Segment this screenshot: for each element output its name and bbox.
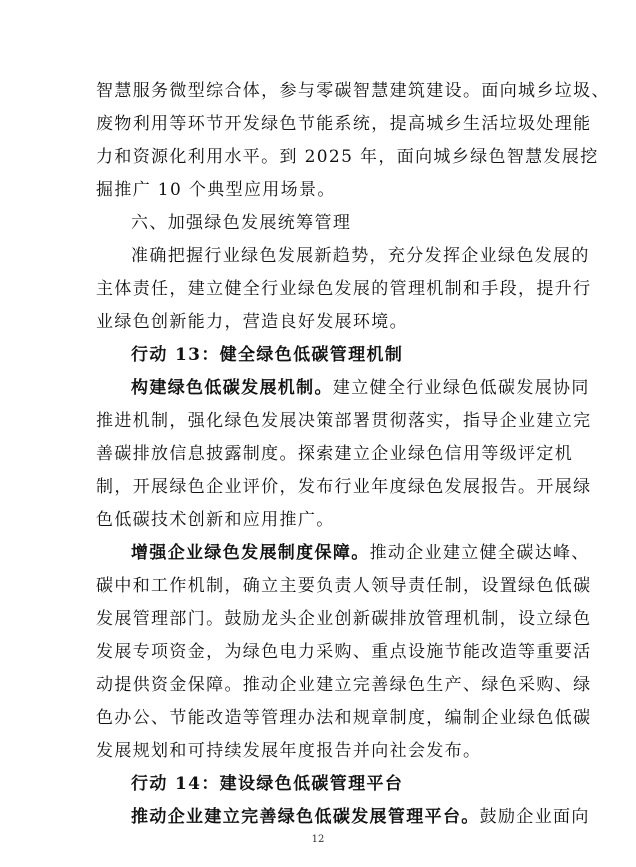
paragraph-line: 色办公、节能改造等管理办法和规章制度，编制企业绿色低碳	[96, 708, 592, 728]
paragraph-line: 善碳排放信息披露制度。探索建立企业绿色信用等级评定机	[96, 444, 574, 464]
paragraph-line: 碳中和工作机制，确立主要负责人领导责任制，设置绿色低碳	[96, 576, 592, 596]
paragraph-line: 废物利用等环节开发绿色节能系统，提高城乡生活垃圾处理能	[96, 114, 592, 134]
paragraph-line	[131, 806, 590, 828]
paragraph-line: 发展专项资金，为绿色电力采购、重点设施节能改造等重要活	[96, 642, 592, 662]
paragraph-line	[131, 377, 590, 399]
paragraph-line: 发展规划和可持续发展年度报告并向社会发布。	[96, 741, 482, 761]
paragraph-line: 制，开展绿色企业评价，发布行业年度绿色发展报告。开展绿	[96, 477, 592, 497]
action-13-heading: 行动 13：健全绿色低碳管理机制	[131, 345, 404, 365]
paragraph-line: 准确把握行业绿色发展新趋势，充分发挥企业绿色发展的	[131, 246, 590, 266]
item-lead: 增强企业绿色发展制度保障。	[131, 543, 370, 563]
action-14-heading: 行动 14：建设绿色低碳管理平台	[131, 774, 404, 794]
paragraph-line: 色低碳技术创新和应用推广。	[96, 510, 335, 530]
paragraph-line: 发展管理部门。鼓励龙头企业创新碳排放管理机制，设立绿色	[96, 609, 592, 629]
paragraph-line: 力和资源化利用水平。到 2025 年，面向城乡绿色智慧发展挖	[96, 147, 599, 167]
paragraph-line	[131, 542, 590, 564]
item-lead: 构建绿色低碳发展机制。	[131, 378, 333, 398]
item-lead: 推动企业建立完善绿色低碳发展管理平台。	[131, 807, 480, 827]
section-heading: 六、加强绿色发展统筹管理	[131, 213, 352, 233]
paragraph-line: 智慧服务微型综合体，参与零碳智慧建筑建设。面向城乡垃圾、	[96, 81, 610, 101]
paragraph-line: 推进机制，强化绿色发展决策部署贯彻落实，指导企业建立完	[96, 411, 592, 431]
paragraph-line: 掘推广 10 个典型应用场景。	[96, 180, 336, 200]
paragraph-line: 业绿色创新能力，营造良好发展环境。	[96, 312, 408, 332]
item-text: 推动企业建立健全碳达峰、	[369, 543, 590, 563]
item-text: 鼓励企业面向	[479, 807, 590, 827]
paragraph-line: 主体责任，建立健全行业绿色发展的管理机制和手段，提升行	[96, 279, 592, 299]
paragraph-line: 动提供资金保障。推动企业建立完善绿色生产、绿色采购、绿	[96, 675, 592, 695]
page-number: 12	[311, 834, 325, 845]
item-text: 建立健全行业绿色低碳发展协同	[332, 378, 590, 398]
